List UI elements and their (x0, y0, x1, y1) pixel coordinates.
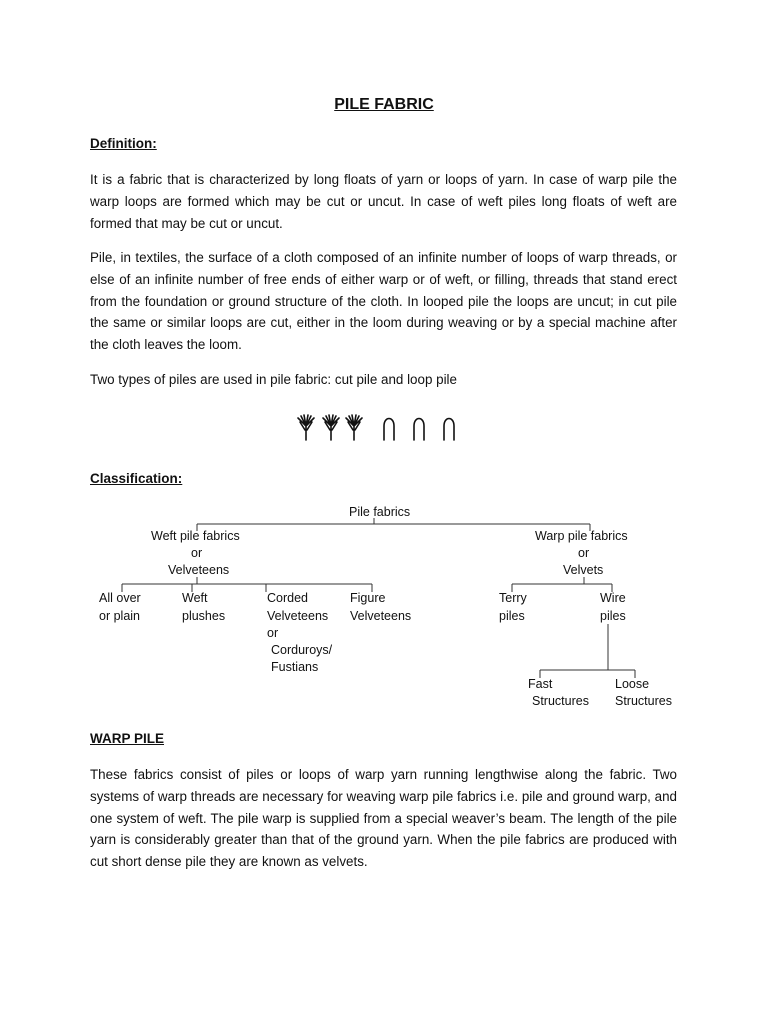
node-weft-or: or (191, 546, 203, 560)
cut-pile-icon (346, 415, 362, 440)
node-warp-pile-fabrics: Warp pile fabrics (535, 529, 628, 543)
node-corduroys: Corduroys/ (271, 643, 333, 657)
node-wire: Wire (600, 591, 626, 605)
definition-heading: Definition: (90, 136, 157, 151)
node-fast: Fast (528, 677, 553, 691)
loop-pile-icon (384, 419, 394, 441)
node-velvets: Velvets (563, 563, 604, 577)
classification-heading: Classification: (90, 471, 183, 486)
node-figure-velveteens: Velveteens (350, 609, 412, 623)
node-corded-velveteens: Velveteens (267, 609, 329, 623)
pile-description-paragraph: Pile, in textiles, the surface of a cloth composed of an infinite number of loops of warp threads, or else of an infinite number of free ends of either warp or of weft, or filling, threads that stand erect from the foundation or ground structure of the cloth. In looped pile the loops are uncut; in cut pile the same or similar loops are cut, either in the loom during weaving or by a special machine after the cloth leaves the loom. (90, 250, 677, 353)
node-velveteens: Velveteens (168, 563, 230, 577)
cut-pile-icon (323, 415, 339, 440)
pile-types-illustration (290, 414, 470, 444)
node-terry-piles: piles (499, 609, 525, 623)
node-weft-pile-fabrics: Weft pile fabrics (151, 529, 240, 543)
classification-diagram (90, 498, 690, 720)
node-loose-structures: Structures (615, 694, 672, 708)
node-terry: Terry (499, 591, 527, 605)
node-weft: Weft (182, 591, 208, 605)
page-title: PILE FABRIC (334, 96, 434, 113)
loop-pile-icon (414, 419, 424, 441)
node-pile-fabrics: Pile fabrics (349, 505, 411, 519)
node-plushes: plushes (182, 609, 226, 623)
node-warp-or: or (578, 546, 590, 560)
node-loose: Loose (615, 677, 650, 691)
node-corded: Corded (267, 591, 308, 605)
node-fustians: Fustians (271, 660, 319, 674)
loop-pile-icon (444, 419, 454, 441)
node-or-plain: or plain (99, 609, 140, 623)
node-all-over: All over (99, 591, 141, 605)
warp-pile-heading: WARP PILE (90, 731, 165, 746)
pile-types-paragraph: Two types of piles are used in pile fabric: cut pile and loop pile (90, 372, 457, 387)
node-figure: Figure (350, 591, 386, 605)
node-fast-structures: Structures (532, 694, 589, 708)
warp-pile-paragraph: These fabrics consist of piles or loops of warp yarn running lengthwise along the fabric. Two systems of warp threads are necessary for weaving warp pile fabrics i.e. pile and ground warp, and one system of weft. The pile warp is supplied from a special weaver’s beam. The length of the pile yarn is considerably greater than that of the ground yarn. When the pile fabrics are produced with cut short dense pile they are known as velvets. (90, 767, 677, 870)
cut-pile-icon (298, 415, 314, 440)
node-corded-or: or (267, 626, 279, 640)
node-wire-piles: piles (600, 609, 626, 623)
pile-illustration-svg (290, 414, 470, 444)
definition-paragraph: It is a fabric that is characterized by long floats of yarn or loops of yarn. In case of warp pile the warp loops are formed which may be cut or uncut. In case of weft piles long floats of weft are formed that may be cut or uncut. (90, 172, 677, 231)
